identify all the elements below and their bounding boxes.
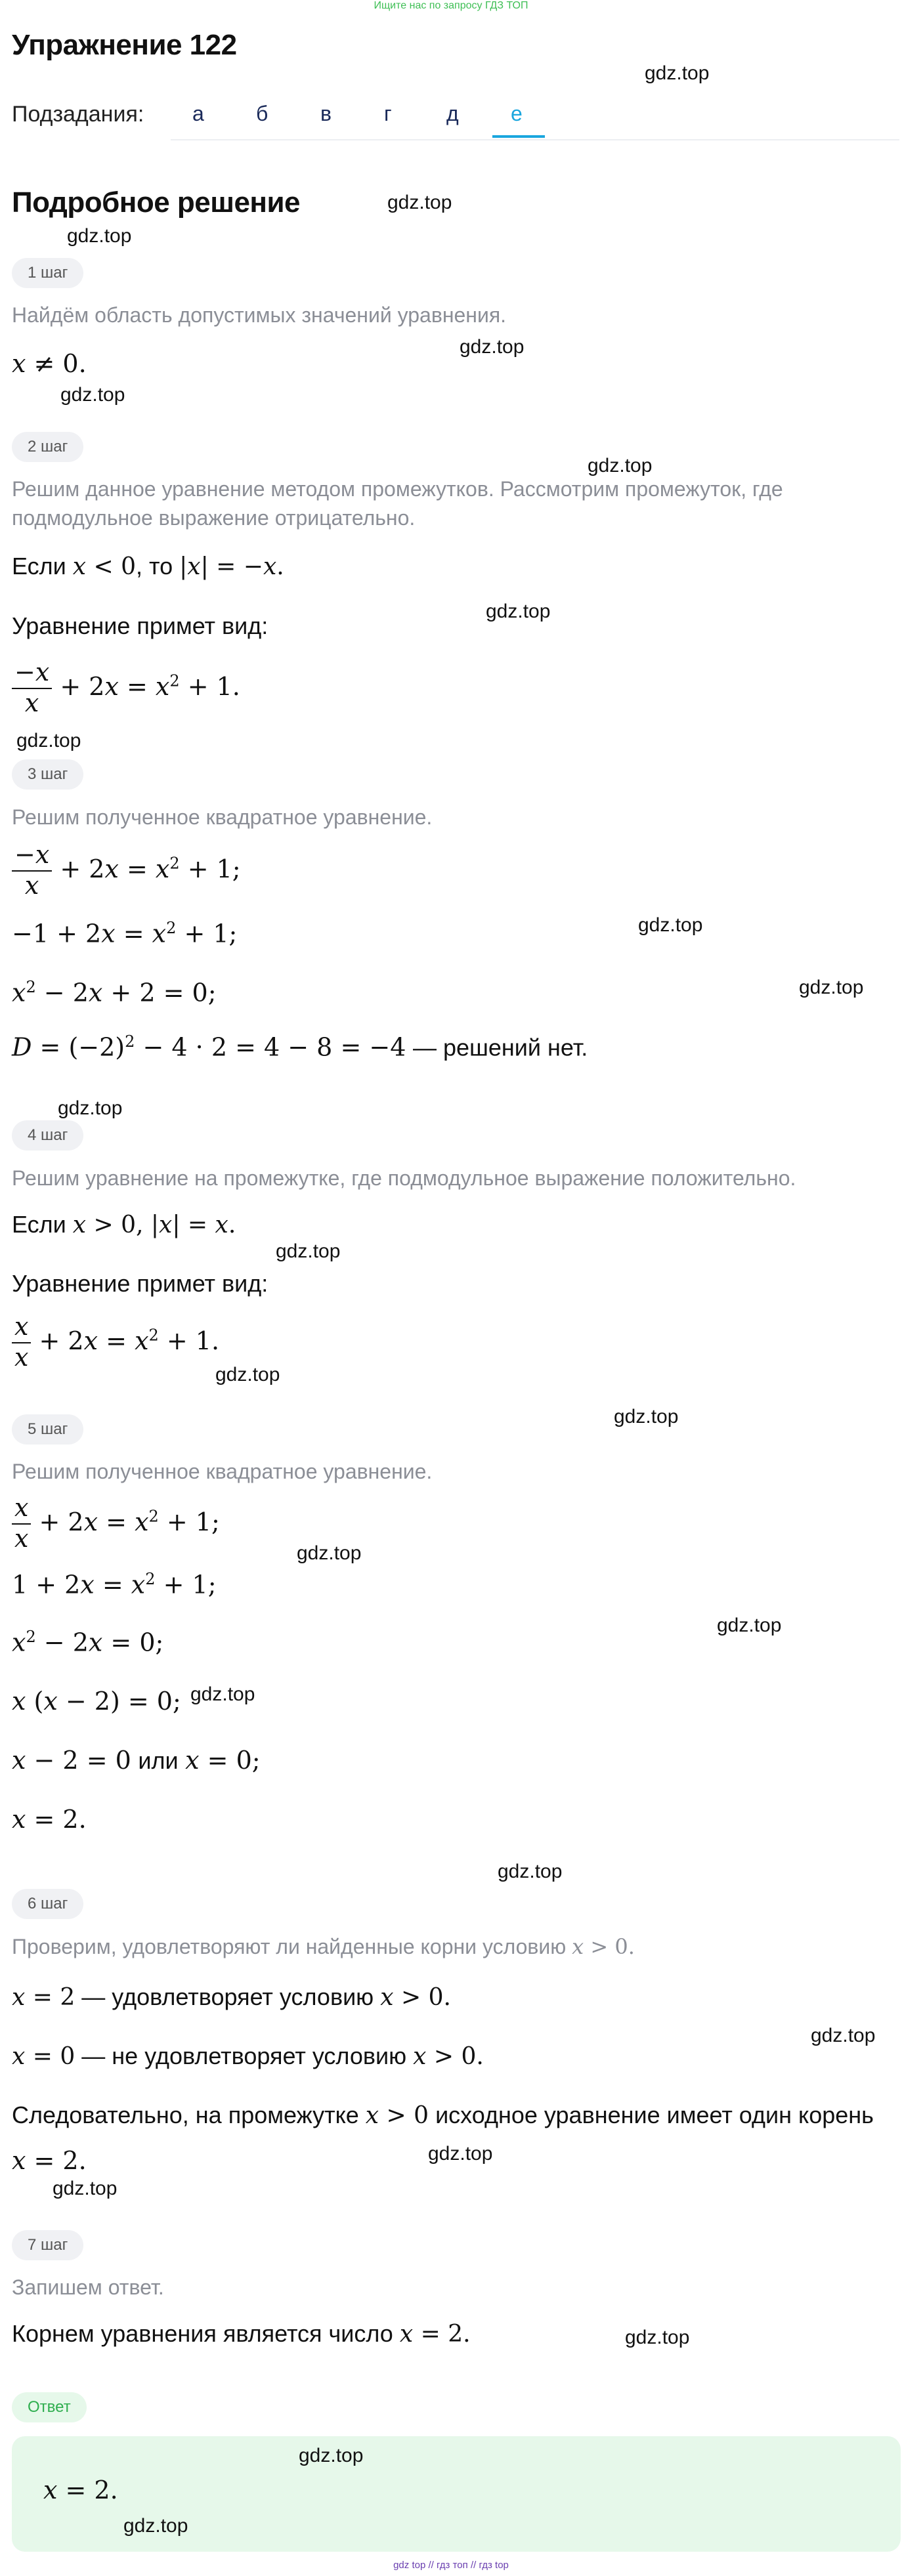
step-4-desc: Решим уравнение на промежутке, где подмодульное выражение положительно. xyxy=(12,1166,796,1190)
watermark: gdz.top xyxy=(428,2143,493,2164)
step-3-equation-3: $x^2 - 2x + 2 = 0$; xyxy=(12,978,217,1007)
watermark: gdz.top xyxy=(625,2327,690,2348)
step-6-check-1: x = 2 — удовлетворяет условию x > 0. xyxy=(12,1983,451,2011)
step-2-result-intro: Уравнение примет вид: xyxy=(12,612,268,639)
if-word: Если xyxy=(12,553,66,580)
watermark: gdz.top xyxy=(638,914,703,936)
step-6-badge: 6 шаг xyxy=(12,1889,83,1919)
watermark: gdz.top xyxy=(614,1406,679,1427)
top-promo-banner[interactable]: Ищите нас по запросу ГДЗ ТОП xyxy=(374,0,528,11)
solution-heading: Подробное решение xyxy=(12,186,301,219)
final-text: Корнем уравнения является число xyxy=(12,2320,393,2347)
conclusion-text-a: Следовательно, на промежутке xyxy=(12,2101,359,2128)
tab-e[interactable]: е xyxy=(511,102,523,125)
active-tab-indicator xyxy=(492,135,545,138)
watermark: gdz.top xyxy=(53,2178,118,2199)
then-word: , то xyxy=(136,553,173,580)
step-1-badge: 1 шаг xyxy=(12,258,83,288)
watermark: gdz.top xyxy=(498,1861,563,1882)
step-4-condition: Если x > 0, |x| = x. xyxy=(12,1211,236,1238)
satisfies-text: — удовлетворяет условию xyxy=(81,1983,374,2010)
step-7-badge: 7 шаг xyxy=(12,2230,83,2260)
watermark: gdz.top xyxy=(190,1683,255,1705)
step-5-equation-6: x = 2. xyxy=(12,1805,87,1834)
page-title: Упражнение 122 xyxy=(12,29,237,61)
step-5-badge: 5 шаг xyxy=(12,1414,83,1445)
step-5-equation-3: $x^2 - 2x = 0$; xyxy=(12,1628,164,1657)
footer-link-2[interactable]: гдз топ xyxy=(437,2560,468,2571)
tab-v[interactable]: в xyxy=(320,102,332,125)
step-3-badge: 3 шаг xyxy=(12,759,83,790)
step-6-check-2: x = 0 — не удовлетворяет условию x > 0. xyxy=(12,2042,484,2070)
tab-b[interactable]: б xyxy=(256,102,268,125)
step-2-desc-line2: подмодульное выражение отрицательно. xyxy=(12,506,416,530)
watermark: gdz.top xyxy=(387,192,452,213)
step-6-conclusion: Следовательно, на промежутке x > 0 исходное уравнение имеет один корень xyxy=(12,2101,874,2129)
footer-links xyxy=(0,2560,902,2571)
footer-link-3[interactable]: гдз top xyxy=(479,2560,509,2571)
step-2-condition: Если x < 0, то |x| = −x. xyxy=(12,553,284,580)
watermark: gdz.top xyxy=(588,455,653,476)
step-6-desc: Проверим, удовлетворяют ли найденные корни условию x > 0. xyxy=(12,1934,635,1959)
step-3-equation-2: $-1 + 2x = x^2 + 1$; xyxy=(12,919,238,948)
watermark: gdz.top xyxy=(299,2445,364,2466)
step-7-desc: Запишем ответ. xyxy=(12,2275,164,2299)
step-5-equation-5: x − 2 = 0 или x = 0; xyxy=(12,1746,261,1775)
footer-separator: // xyxy=(470,2560,479,2571)
watermark: gdz.top xyxy=(486,601,551,622)
step-5-equation-1: $\frac{x}{x}$ + $2x = x^2 + 1$; xyxy=(12,1495,220,1553)
step-1-formula: x ≠ 0. xyxy=(12,349,87,378)
or-word: или xyxy=(138,1747,179,1774)
conclusion-text-b: исходное уравнение имеет один корень xyxy=(435,2101,874,2128)
watermark: gdz.top xyxy=(60,384,125,406)
watermark: gdz.top xyxy=(811,2025,876,2046)
step-2-desc-line1: Решим данное уравнение методом промежутков. Рассмотрим промежуток, где xyxy=(12,477,783,501)
step-5-equation-2: $1 + 2x = x^2 + 1$; xyxy=(12,1570,217,1599)
footer-separator: // xyxy=(428,2560,437,2571)
if-word: Если xyxy=(12,1211,66,1238)
step-5-desc: Решим полученное квадратное уравнение. xyxy=(12,1460,433,1483)
step-3-discriminant: $D = (-2)^2 - 4 \cdot 2 = 4 - 8 = -4$ — решений нет. xyxy=(12,1032,588,1062)
step-5-equation-4: x (x − 2) = 0; xyxy=(12,1687,181,1716)
step-3-equation-1: $\frac{-x}{x}$ + $2x = x^2 + 1$; xyxy=(12,842,241,900)
step-4-badge: 4 шаг xyxy=(12,1120,83,1151)
watermark: gdz.top xyxy=(297,1542,362,1564)
no-solutions-text: — решений нет. xyxy=(412,1034,588,1061)
step-6-root: x = 2. xyxy=(12,2146,87,2175)
subtasks-label: Подзадания: xyxy=(12,102,144,127)
step-4-equation: $\frac{x}{x}$ + $2x = x^2 + 1$. xyxy=(12,1314,219,1372)
watermark: gdz.top xyxy=(645,62,710,84)
tabs-divider xyxy=(171,139,899,140)
watermark: gdz.top xyxy=(123,2515,188,2537)
watermark: gdz.top xyxy=(460,336,525,358)
step-6-desc-text: Проверим, удовлетворяют ли найденные корни условию xyxy=(12,1935,567,1958)
not-satisfies-text: — не удовлетворяет условию xyxy=(81,2042,407,2069)
step-4-result-intro: Уравнение примет вид: xyxy=(12,1270,268,1297)
tab-g[interactable]: г xyxy=(384,102,392,125)
step-1-desc: Найдём область допустимых значений уравнения. xyxy=(12,303,507,327)
footer-link-1[interactable]: gdz top xyxy=(393,2560,426,2571)
watermark: gdz.top xyxy=(16,730,81,751)
step-2-badge: 2 шаг xyxy=(12,432,83,462)
answer-formula: x = 2. xyxy=(43,2476,118,2504)
watermark: gdz.top xyxy=(215,1364,280,1385)
watermark: gdz.top xyxy=(58,1097,123,1119)
watermark: gdz.top xyxy=(67,225,132,247)
tab-a[interactable]: а xyxy=(192,102,204,125)
watermark: gdz.top xyxy=(799,977,864,998)
watermark: gdz.top xyxy=(717,1615,782,1636)
watermark: gdz.top xyxy=(276,1240,341,1262)
step-7-final: Корнем уравнения является число x = 2. xyxy=(12,2320,471,2348)
step-2-equation: $\frac{-x}{x}$ + $2x = x^2 + 1$. xyxy=(12,660,240,717)
step-3-desc: Решим полученное квадратное уравнение. xyxy=(12,805,433,829)
tab-d[interactable]: д xyxy=(446,102,459,125)
answer-badge: Ответ xyxy=(12,2392,87,2422)
